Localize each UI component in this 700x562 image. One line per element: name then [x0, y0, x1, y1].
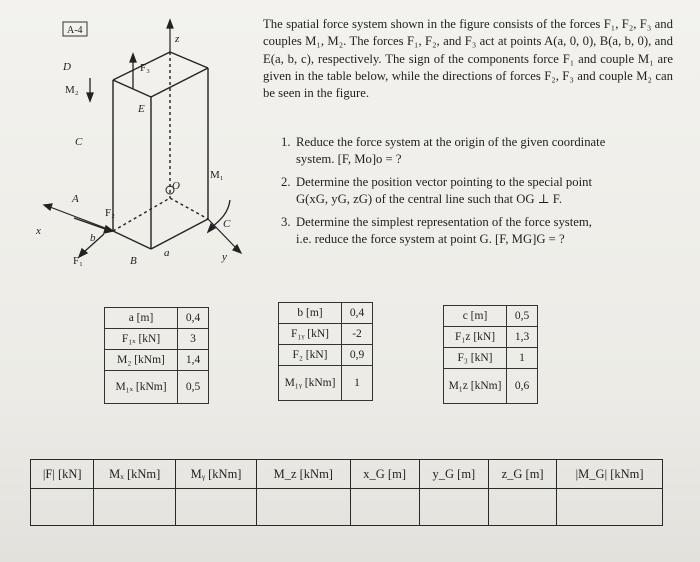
- label-c-right: C: [223, 218, 231, 230]
- table-label: c [m]: [444, 306, 507, 327]
- table-value: 3: [178, 329, 209, 350]
- label-A: A: [72, 193, 79, 205]
- task-number: 1.: [281, 135, 291, 149]
- result-header: x_G [m]: [350, 460, 419, 489]
- task-line: Determine the position vector pointing to the special point: [296, 175, 592, 189]
- result-table: [30, 459, 663, 526]
- table-label: M₁z [kNm]: [444, 369, 507, 404]
- couple-m2-arrow: [87, 78, 93, 101]
- table-value: 1: [342, 366, 373, 401]
- task-text: [296, 174, 676, 207]
- label-y-axis: y: [222, 251, 227, 263]
- problem-statement: The spatial force system shown in the figure consists of the forces F₁, F₂, F₃ and couples M₁, M₂. The forces F₁, F₂, and F₃ act at points A(a, 0, 0), B(a, b, 0), and E(a, b, c), respectively. The sign of the components force F₁ and couple M₁ are given in the table below, while the directions of forces F₂, F₃ and couple M₂ can be seen in the figure.: [263, 17, 673, 101]
- task-list: [281, 134, 676, 254]
- label-F1: F₁: [73, 255, 83, 267]
- result-header: Mₓ [kNm]: [94, 460, 176, 489]
- table-value: 0,5: [507, 306, 538, 327]
- task-text: [296, 214, 676, 247]
- force-system-figure: [22, 8, 254, 278]
- label-a: a: [164, 247, 170, 259]
- label-E: E: [138, 103, 145, 115]
- table-row: [279, 366, 373, 401]
- table-row: [105, 308, 209, 329]
- label-D: D: [63, 61, 71, 73]
- answer-cell[interactable]: [257, 489, 350, 526]
- table-row: [279, 345, 373, 366]
- result-header: |F| [kN]: [31, 460, 94, 489]
- task-line: system. [F, Mo]o = ?: [296, 151, 402, 166]
- table-row: [105, 350, 209, 371]
- table-row: [105, 371, 209, 404]
- table-value: 1: [507, 348, 538, 369]
- table-label: F₂ [kN]: [279, 345, 342, 366]
- task-item: [281, 134, 676, 167]
- table-value: 1,4: [178, 350, 209, 371]
- table-value: 0,9: [342, 345, 373, 366]
- task-line: G(xG, yG, zG) of the central line such that OG ⊥ F.: [296, 191, 563, 206]
- table-row: [444, 306, 538, 327]
- result-header: Mᵧ [kNm]: [175, 460, 256, 489]
- answer-cell[interactable]: [419, 489, 488, 526]
- given-table-b: [278, 302, 373, 401]
- answer-cell[interactable]: [350, 489, 419, 526]
- table-value: 0,4: [178, 308, 209, 329]
- task-item: [281, 174, 676, 207]
- result-header: y_G [m]: [419, 460, 488, 489]
- result-header: M_z [kNm]: [257, 460, 350, 489]
- label-O: O: [172, 180, 180, 192]
- task-line: Determine the simplest representation of the force system,: [296, 215, 592, 229]
- result-header: |M_G| [kNm]: [557, 460, 663, 489]
- result-answer-row: [31, 489, 663, 526]
- table-label: M₁ᵧ [kNm]: [279, 366, 342, 401]
- table-label: F₃ [kN]: [444, 348, 507, 369]
- answer-cell[interactable]: [31, 489, 94, 526]
- table-value: 1,3: [507, 327, 538, 348]
- label-F2: F₂: [105, 207, 115, 219]
- label-c-left: C: [75, 136, 83, 148]
- table-label: a [m]: [105, 308, 178, 329]
- label-B: B: [130, 255, 137, 267]
- table-row: [105, 329, 209, 350]
- answer-cell[interactable]: [557, 489, 663, 526]
- table-label: M₁ₓ [kNm]: [105, 371, 178, 404]
- table-row: [444, 327, 538, 348]
- label-b: b: [90, 232, 96, 244]
- label-x-axis: x: [36, 225, 41, 237]
- problem-tag: A-4: [67, 25, 83, 36]
- table-value: 0,5: [178, 371, 209, 404]
- label-z-axis: z: [175, 33, 180, 45]
- answer-cell[interactable]: [94, 489, 176, 526]
- table-label: F₁ₓ [kN]: [105, 329, 178, 350]
- table-label: F₁ᵧ [kN]: [279, 324, 342, 345]
- task-item: [281, 214, 676, 247]
- given-table-a: [104, 307, 209, 404]
- table-value: 0,6: [507, 369, 538, 404]
- task-line: i.e. reduce the force system at point G. [F, MG]G = ?: [296, 231, 565, 246]
- figure-svg: [22, 8, 254, 278]
- table-value: 0,4: [342, 303, 373, 324]
- table-row: [279, 324, 373, 345]
- label-M1: M₁: [210, 169, 224, 181]
- given-table-c: [443, 305, 538, 404]
- task-line: Reduce the force system at the origin of the given coordinate: [296, 135, 606, 149]
- task-number: 3.: [281, 215, 291, 229]
- table-label: M₂ [kNm]: [105, 350, 178, 371]
- table-label: F₁z [kN]: [444, 327, 507, 348]
- answer-cell[interactable]: [488, 489, 556, 526]
- label-M2: M₂: [65, 84, 79, 96]
- table-value: -2: [342, 324, 373, 345]
- task-text: [296, 134, 676, 167]
- axes: [44, 20, 241, 253]
- table-row: [279, 303, 373, 324]
- result-header: z_G [m]: [488, 460, 556, 489]
- task-number: 2.: [281, 175, 291, 189]
- table-row: [444, 369, 538, 404]
- label-F3: F₃: [140, 62, 150, 74]
- force-f2-arrow: [74, 218, 113, 233]
- result-header-row: [31, 460, 663, 489]
- answer-cell[interactable]: [175, 489, 256, 526]
- box-edges: [113, 52, 208, 249]
- table-row: [444, 348, 538, 369]
- table-label: b [m]: [279, 303, 342, 324]
